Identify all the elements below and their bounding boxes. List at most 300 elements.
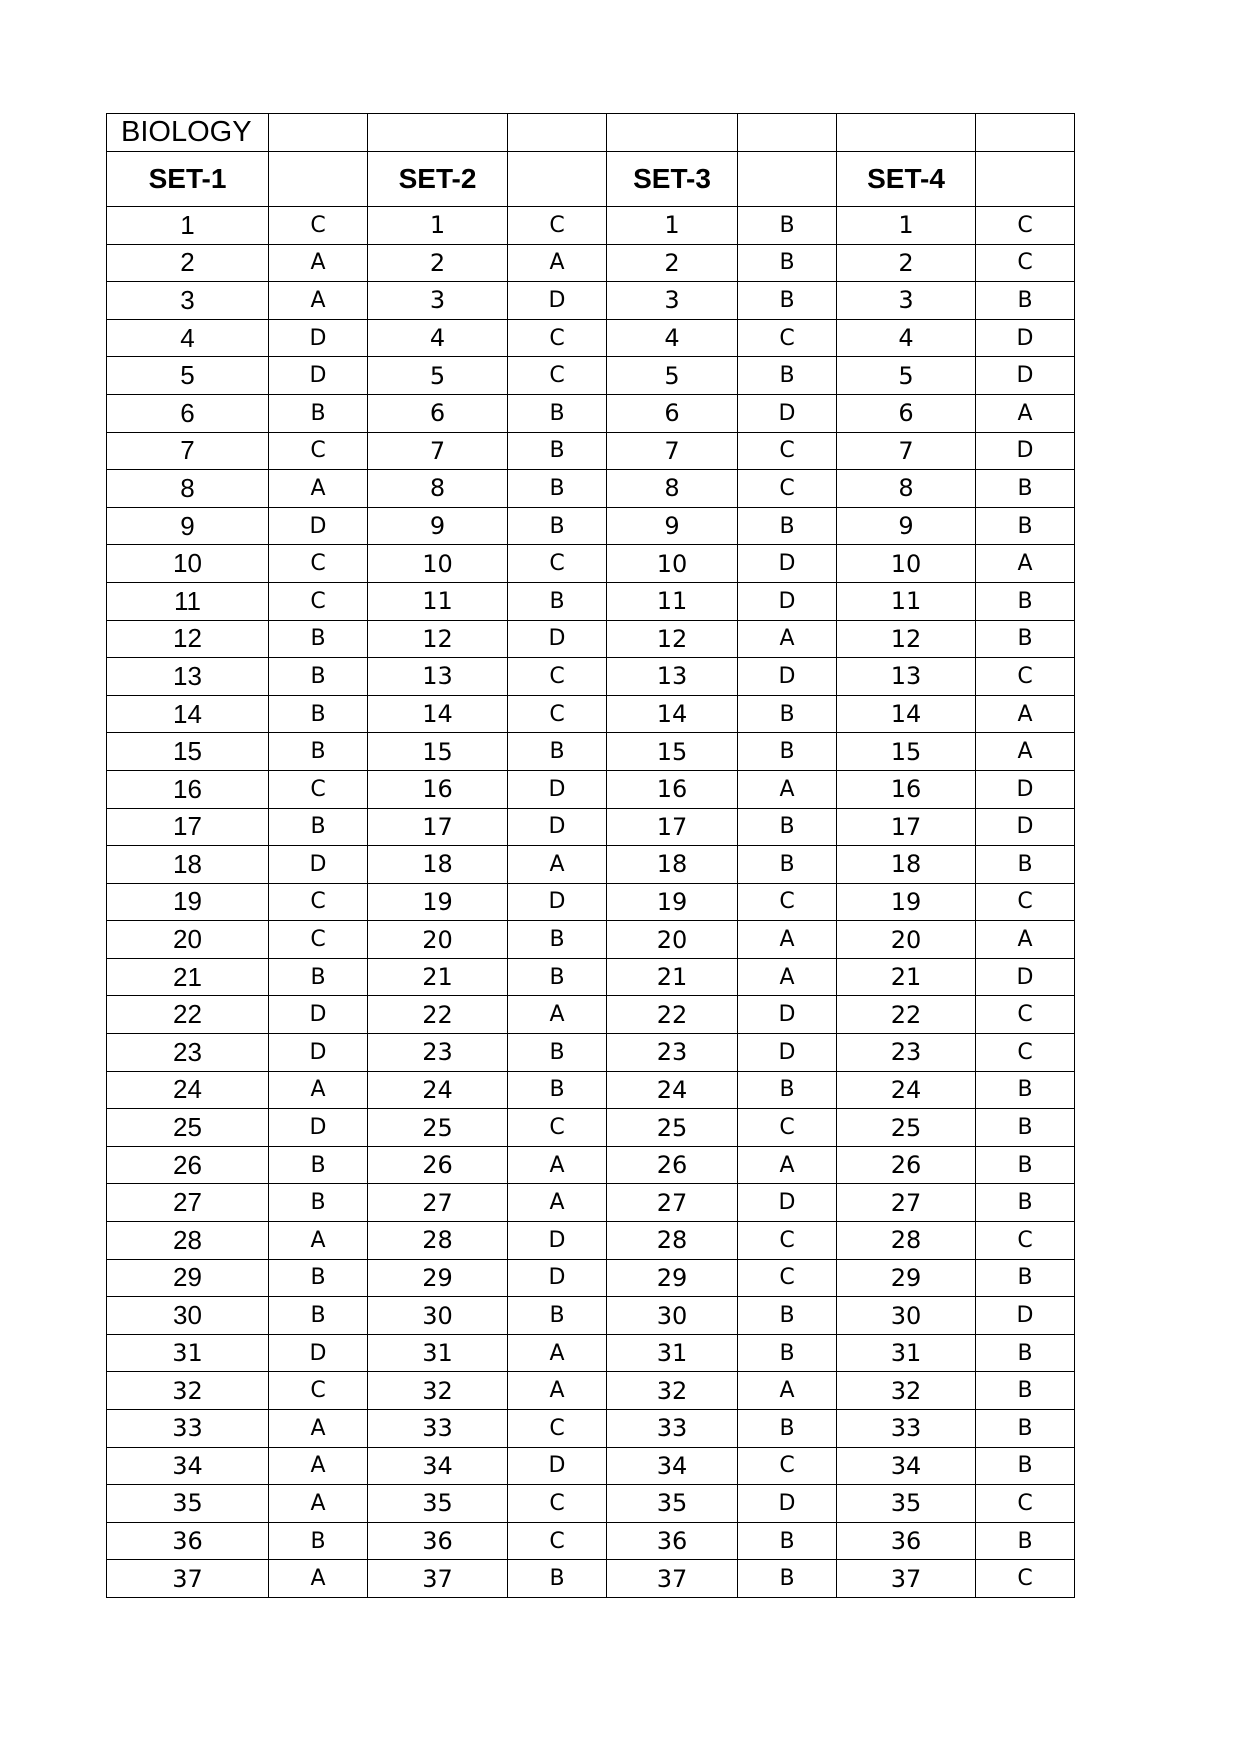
set-2-answer: A: [508, 1146, 607, 1184]
empty-cell: [837, 114, 976, 152]
table-row: [107, 319, 1075, 357]
set-4-answer: D: [976, 357, 1075, 395]
empty-cell: [738, 152, 837, 207]
set-4-question-number: 35: [837, 1485, 976, 1523]
empty-cell: [607, 114, 738, 152]
set-1-question-number: 5: [107, 357, 269, 395]
set-4-answer: B: [976, 1184, 1075, 1222]
set-4-answer: A: [976, 695, 1075, 733]
set-4-answer: C: [976, 996, 1075, 1034]
set-1-answer: C: [269, 207, 368, 245]
set-3-answer: B: [738, 1410, 837, 1448]
set-1-question-number: 14: [107, 695, 269, 733]
table-row: [107, 545, 1075, 583]
set-3-question-number: 1: [607, 207, 738, 245]
set-4-question-number: 32: [837, 1372, 976, 1410]
set-1-answer: B: [269, 620, 368, 658]
set-1-answer: B: [269, 733, 368, 771]
set-4-question-number: 3: [837, 282, 976, 320]
set-2-question-number: 2: [368, 244, 508, 282]
set-4-question-number: 20: [837, 921, 976, 959]
set-2-answer: B: [508, 733, 607, 771]
set-2-answer: B: [508, 958, 607, 996]
set-2-answer: B: [508, 507, 607, 545]
set-1-header: SET-1: [107, 152, 269, 207]
table-row: [107, 432, 1075, 470]
set-2-question-number: 23: [368, 1034, 508, 1072]
table-row: [107, 1560, 1075, 1598]
set-4-answer: D: [976, 808, 1075, 846]
set-3-answer: B: [738, 1297, 837, 1335]
set-2-question-number: 21: [368, 958, 508, 996]
set-4-question-number: 13: [837, 658, 976, 696]
empty-cell: [368, 114, 508, 152]
set-4-answer: B: [976, 620, 1075, 658]
table-row: [107, 394, 1075, 432]
set-1-question-number: 36: [107, 1522, 269, 1560]
set-2-answer: B: [508, 394, 607, 432]
set-4-question-number: 37: [837, 1560, 976, 1598]
set-1-question-number: 7: [107, 432, 269, 470]
set-1-answer: B: [269, 1259, 368, 1297]
table-row: [107, 921, 1075, 959]
set-4-question-number: 10: [837, 545, 976, 583]
table-row: [107, 1522, 1075, 1560]
table-row: [107, 958, 1075, 996]
set-1-question-number: 23: [107, 1034, 269, 1072]
set-4-answer: B: [976, 470, 1075, 508]
set-3-answer: A: [738, 958, 837, 996]
set-4-question-number: 17: [837, 808, 976, 846]
set-1-answer: B: [269, 394, 368, 432]
set-2-answer: C: [508, 1485, 607, 1523]
set-2-question-number: 10: [368, 545, 508, 583]
set-3-answer: B: [738, 846, 837, 884]
table-row: [107, 695, 1075, 733]
set-2-answer: C: [508, 1522, 607, 1560]
set-2-answer: C: [508, 319, 607, 357]
set-1-question-number: 13: [107, 658, 269, 696]
set-1-question-number: 29: [107, 1259, 269, 1297]
set-2-question-number: 11: [368, 582, 508, 620]
set-2-question-number: 26: [368, 1146, 508, 1184]
set-4-answer: B: [976, 1334, 1075, 1372]
set-4-answer: B: [976, 507, 1075, 545]
set-2-question-number: 20: [368, 921, 508, 959]
set-1-answer: B: [269, 1297, 368, 1335]
set-2-answer: C: [508, 1109, 607, 1147]
set-3-answer: B: [738, 507, 837, 545]
set-2-question-number: 8: [368, 470, 508, 508]
set-2-answer: A: [508, 244, 607, 282]
set-4-question-number: 29: [837, 1259, 976, 1297]
set-2-question-number: 24: [368, 1071, 508, 1109]
set-3-question-number: 9: [607, 507, 738, 545]
set-3-question-number: 16: [607, 770, 738, 808]
set-1-question-number: 21: [107, 958, 269, 996]
set-4-answer: A: [976, 545, 1075, 583]
set-3-question-number: 2: [607, 244, 738, 282]
set-3-question-number: 28: [607, 1222, 738, 1260]
set-1-answer: B: [269, 1146, 368, 1184]
set-3-question-number: 18: [607, 846, 738, 884]
set-1-answer: C: [269, 432, 368, 470]
table-row: [107, 883, 1075, 921]
set-4-question-number: 12: [837, 620, 976, 658]
table-row: [107, 507, 1075, 545]
set-2-question-number: 12: [368, 620, 508, 658]
set-1-answer: B: [269, 658, 368, 696]
subject-title: BIOLOGY: [107, 114, 269, 152]
set-3-answer: C: [738, 319, 837, 357]
set-4-answer: B: [976, 1109, 1075, 1147]
set-1-question-number: 27: [107, 1184, 269, 1222]
set-3-question-number: 25: [607, 1109, 738, 1147]
set-2-question-number: 15: [368, 733, 508, 771]
set-1-question-number: 2: [107, 244, 269, 282]
set-3-answer: C: [738, 1259, 837, 1297]
set-1-question-number: 22: [107, 996, 269, 1034]
set-1-answer: A: [269, 1071, 368, 1109]
set-4-answer: C: [976, 1485, 1075, 1523]
set-3-question-number: 23: [607, 1034, 738, 1072]
set-2-question-number: 16: [368, 770, 508, 808]
set-2-answer: D: [508, 1222, 607, 1260]
set-3-answer: B: [738, 282, 837, 320]
table-row: [107, 1259, 1075, 1297]
set-1-answer: C: [269, 582, 368, 620]
set-2-answer: D: [508, 620, 607, 658]
set-3-question-number: 4: [607, 319, 738, 357]
set-2-question-number: 35: [368, 1485, 508, 1523]
set-4-answer: B: [976, 1372, 1075, 1410]
set-4-question-number: 11: [837, 582, 976, 620]
set-1-answer: C: [269, 921, 368, 959]
set-1-answer: A: [269, 1222, 368, 1260]
set-2-question-number: 3: [368, 282, 508, 320]
set-3-answer: D: [738, 545, 837, 583]
set-4-answer: B: [976, 582, 1075, 620]
set-4-question-number: 26: [837, 1146, 976, 1184]
set-3-answer: C: [738, 1447, 837, 1485]
empty-cell: [976, 114, 1075, 152]
table-row: [107, 1297, 1075, 1335]
set-3-answer: A: [738, 921, 837, 959]
table-row: [107, 846, 1075, 884]
set-3-answer: C: [738, 1109, 837, 1147]
set-3-header: SET-3: [607, 152, 738, 207]
set-4-question-number: 2: [837, 244, 976, 282]
empty-cell: [738, 114, 837, 152]
set-4-question-number: 9: [837, 507, 976, 545]
table-row: [107, 808, 1075, 846]
set-1-answer: D: [269, 1109, 368, 1147]
set-1-question-number: 19: [107, 883, 269, 921]
set-3-answer: D: [738, 1485, 837, 1523]
set-4-answer: C: [976, 207, 1075, 245]
set-3-answer: B: [738, 1522, 837, 1560]
set-2-answer: A: [508, 996, 607, 1034]
set-1-answer: A: [269, 470, 368, 508]
set-3-answer: B: [738, 207, 837, 245]
set-2-question-number: 36: [368, 1522, 508, 1560]
set-4-answer: B: [976, 282, 1075, 320]
set-3-answer: C: [738, 1222, 837, 1260]
set-4-question-number: 27: [837, 1184, 976, 1222]
set-1-question-number: 8: [107, 470, 269, 508]
set-3-question-number: 30: [607, 1297, 738, 1335]
set-3-answer: B: [738, 733, 837, 771]
set-1-question-number: 6: [107, 394, 269, 432]
set-1-question-number: 26: [107, 1146, 269, 1184]
set-1-answer: D: [269, 1334, 368, 1372]
set-1-question-number: 10: [107, 545, 269, 583]
set-4-answer: A: [976, 394, 1075, 432]
set-2-answer: D: [508, 282, 607, 320]
set-4-answer: C: [976, 1034, 1075, 1072]
set-2-question-number: 32: [368, 1372, 508, 1410]
set-2-question-number: 30: [368, 1297, 508, 1335]
set-1-answer: D: [269, 507, 368, 545]
set-3-question-number: 17: [607, 808, 738, 846]
table-row: [107, 733, 1075, 771]
set-4-answer: D: [976, 958, 1075, 996]
set-3-question-number: 35: [607, 1485, 738, 1523]
table-row: [107, 282, 1075, 320]
set-3-answer: D: [738, 996, 837, 1034]
set-4-answer: B: [976, 1410, 1075, 1448]
set-3-answer: A: [738, 1372, 837, 1410]
set-3-answer: D: [738, 658, 837, 696]
set-3-question-number: 6: [607, 394, 738, 432]
set-3-answer: B: [738, 357, 837, 395]
set-2-question-number: 5: [368, 357, 508, 395]
set-1-answer: B: [269, 1184, 368, 1222]
table-row: [107, 207, 1075, 245]
set-2-answer: C: [508, 357, 607, 395]
set-1-answer: B: [269, 1522, 368, 1560]
set-2-answer: D: [508, 1259, 607, 1297]
set-1-question-number: 3: [107, 282, 269, 320]
set-2-answer: D: [508, 808, 607, 846]
set-4-question-number: 15: [837, 733, 976, 771]
empty-cell: [269, 114, 368, 152]
table-row: [107, 1334, 1075, 1372]
set-4-answer: B: [976, 1146, 1075, 1184]
set-3-answer: B: [738, 1071, 837, 1109]
set-3-question-number: 15: [607, 733, 738, 771]
set-4-answer: B: [976, 1259, 1075, 1297]
set-3-answer: C: [738, 883, 837, 921]
table-row: [107, 1447, 1075, 1485]
set-2-question-number: 6: [368, 394, 508, 432]
set-2-answer: B: [508, 1560, 607, 1598]
set-4-question-number: 1: [837, 207, 976, 245]
set-4-answer: B: [976, 1447, 1075, 1485]
set-4-question-number: 8: [837, 470, 976, 508]
set-4-question-number: 18: [837, 846, 976, 884]
set-2-header: SET-2: [368, 152, 508, 207]
set-3-answer: D: [738, 1034, 837, 1072]
set-1-question-number: 4: [107, 319, 269, 357]
set-1-answer: A: [269, 1485, 368, 1523]
set-1-answer: C: [269, 1372, 368, 1410]
set-1-question-number: 15: [107, 733, 269, 771]
set-4-question-number: 22: [837, 996, 976, 1034]
set-1-question-number: 30: [107, 1297, 269, 1335]
empty-cell: [508, 152, 607, 207]
set-4-answer: C: [976, 244, 1075, 282]
set-2-question-number: 29: [368, 1259, 508, 1297]
set-3-answer: A: [738, 770, 837, 808]
set-3-question-number: 5: [607, 357, 738, 395]
set-2-answer: D: [508, 1447, 607, 1485]
set-3-question-number: 13: [607, 658, 738, 696]
set-4-answer: B: [976, 846, 1075, 884]
set-4-question-number: 19: [837, 883, 976, 921]
table-row: [107, 1109, 1075, 1147]
set-1-answer: C: [269, 883, 368, 921]
set-4-answer: A: [976, 921, 1075, 959]
set-3-question-number: 20: [607, 921, 738, 959]
table-row: [107, 470, 1075, 508]
set-1-answer: B: [269, 808, 368, 846]
set-3-answer: C: [738, 470, 837, 508]
set-1-answer: A: [269, 244, 368, 282]
set-2-answer: A: [508, 1334, 607, 1372]
set-3-question-number: 22: [607, 996, 738, 1034]
set-2-question-number: 28: [368, 1222, 508, 1260]
set-3-question-number: 19: [607, 883, 738, 921]
set-3-answer: D: [738, 1184, 837, 1222]
set-2-answer: B: [508, 921, 607, 959]
set-1-question-number: 12: [107, 620, 269, 658]
answer-key-table: [106, 113, 1075, 1598]
set-2-question-number: 27: [368, 1184, 508, 1222]
set-3-question-number: 37: [607, 1560, 738, 1598]
set-2-answer: B: [508, 432, 607, 470]
set-1-question-number: 18: [107, 846, 269, 884]
set-3-question-number: 7: [607, 432, 738, 470]
set-1-answer: B: [269, 695, 368, 733]
set-4-question-number: 4: [837, 319, 976, 357]
set-4-question-number: 16: [837, 770, 976, 808]
set-2-question-number: 31: [368, 1334, 508, 1372]
set-3-answer: C: [738, 432, 837, 470]
set-3-question-number: 14: [607, 695, 738, 733]
set-3-question-number: 3: [607, 282, 738, 320]
set-3-question-number: 10: [607, 545, 738, 583]
set-4-question-number: 24: [837, 1071, 976, 1109]
set-4-question-number: 21: [837, 958, 976, 996]
set-2-answer: A: [508, 1372, 607, 1410]
table-row: [107, 1146, 1075, 1184]
set-4-answer: D: [976, 1297, 1075, 1335]
set-2-answer: B: [508, 1297, 607, 1335]
set-2-question-number: 34: [368, 1447, 508, 1485]
set-2-answer: D: [508, 883, 607, 921]
set-2-question-number: 17: [368, 808, 508, 846]
table-row: [107, 1071, 1075, 1109]
set-3-question-number: 24: [607, 1071, 738, 1109]
set-2-answer: D: [508, 770, 607, 808]
set-1-question-number: 35: [107, 1485, 269, 1523]
set-4-question-number: 33: [837, 1410, 976, 1448]
set-4-question-number: 14: [837, 695, 976, 733]
set-2-question-number: 37: [368, 1560, 508, 1598]
set-1-question-number: 32: [107, 1372, 269, 1410]
set-2-question-number: 4: [368, 319, 508, 357]
set-4-question-number: 28: [837, 1222, 976, 1260]
set-3-answer: B: [738, 808, 837, 846]
set-4-answer: C: [976, 658, 1075, 696]
set-1-answer: D: [269, 846, 368, 884]
table-row: [107, 1034, 1075, 1072]
set-3-answer: D: [738, 582, 837, 620]
set-4-answer: D: [976, 319, 1075, 357]
set-3-question-number: 31: [607, 1334, 738, 1372]
set-1-answer: C: [269, 545, 368, 583]
set-1-question-number: 9: [107, 507, 269, 545]
set-2-question-number: 33: [368, 1410, 508, 1448]
set-2-question-number: 13: [368, 658, 508, 696]
set-2-answer: C: [508, 1410, 607, 1448]
set-2-answer: B: [508, 582, 607, 620]
set-1-question-number: 33: [107, 1410, 269, 1448]
set-3-question-number: 29: [607, 1259, 738, 1297]
set-4-question-number: 7: [837, 432, 976, 470]
set-4-answer: B: [976, 1071, 1075, 1109]
set-1-question-number: 11: [107, 582, 269, 620]
set-3-answer: B: [738, 1560, 837, 1598]
set-1-question-number: 28: [107, 1222, 269, 1260]
set-1-question-number: 24: [107, 1071, 269, 1109]
set-3-question-number: 36: [607, 1522, 738, 1560]
set-1-answer: D: [269, 319, 368, 357]
set-1-answer: D: [269, 1034, 368, 1072]
table-row: [107, 620, 1075, 658]
set-4-header: SET-4: [837, 152, 976, 207]
set-1-answer: A: [269, 1560, 368, 1598]
set-3-question-number: 27: [607, 1184, 738, 1222]
set-3-question-number: 32: [607, 1372, 738, 1410]
set-3-answer: A: [738, 620, 837, 658]
set-4-question-number: 5: [837, 357, 976, 395]
set-1-question-number: 20: [107, 921, 269, 959]
table-row: [107, 770, 1075, 808]
set-4-question-number: 30: [837, 1297, 976, 1335]
set-1-question-number: 37: [107, 1560, 269, 1598]
set-4-answer: D: [976, 770, 1075, 808]
set-4-question-number: 23: [837, 1034, 976, 1072]
set-3-answer: A: [738, 1146, 837, 1184]
set-1-answer: D: [269, 996, 368, 1034]
table-row: [107, 996, 1075, 1034]
set-1-answer: A: [269, 282, 368, 320]
table-row: [107, 1410, 1075, 1448]
table-row: [107, 357, 1075, 395]
set-3-question-number: 34: [607, 1447, 738, 1485]
set-4-question-number: 31: [837, 1334, 976, 1372]
empty-cell: [976, 152, 1075, 207]
table-row: [107, 1184, 1075, 1222]
table-row: [107, 658, 1075, 696]
set-3-question-number: 21: [607, 958, 738, 996]
table-row: [107, 1372, 1075, 1410]
set-4-question-number: 25: [837, 1109, 976, 1147]
set-1-question-number: 31: [107, 1334, 269, 1372]
set-3-answer: B: [738, 244, 837, 282]
